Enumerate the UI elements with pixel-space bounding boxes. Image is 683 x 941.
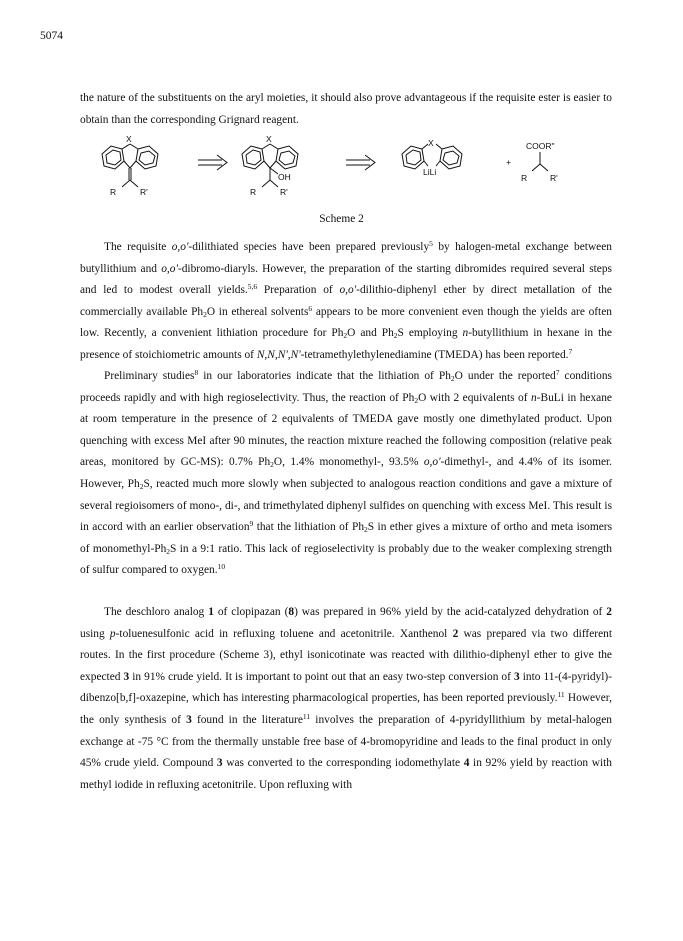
citation-ref: 6 <box>308 303 313 313</box>
citation-ref: 9 <box>249 519 254 529</box>
r-label-1: R <box>110 187 117 197</box>
citation-ref: 8 <box>194 368 199 377</box>
plus-sign: + <box>506 157 511 167</box>
atom-x-label-3: X <box>428 138 434 148</box>
citation-ref: 5 <box>429 239 433 248</box>
r-prime-label-3: R' <box>550 173 558 183</box>
r-label-2: R <box>250 187 257 197</box>
retro-arrow-1 <box>198 155 227 170</box>
citation-ref: 7 <box>568 346 573 356</box>
citation-ref: 5,6 <box>247 282 258 292</box>
r-prime-label-1: R' <box>140 187 148 197</box>
scheme-2-diagram <box>100 132 570 212</box>
paragraph-preliminary-studies: Preliminary studies$^8$ in our laboratories indicate that the lithiation of $Ph_2O$ under the reported$^7$ conditions proceeds rapidly and with high regioselectivity. Thus, the reaction of $Ph_2O$ with 2 equivalents of n-BuLi in hexane at room temperature in the presence of 2 equivalents of TMEDA gave mostly one dimethylated product. Upon quenching with excess MeI after 90 minutes, the reaction mixture reached the following composition (relative peak areas, monitored by GC-MS): 0.7% $Ph_2O$, 1.4% monomethyl-, 93.5% o,o'-dimethyl-, and 4.4% of its isomer. However, $Ph_2S$, reacted much more slowly when subjected to analogous reaction conditions and gave a mixture of several regioisomers of mono-, di-, and trimethylated diphenyl sulfides on quenching with excess MeI. This result is in accord with an earlier observation$^9$ that the lithiation of $Ph_2S$ in ether gives a mixture of ortho and meta isomers of monomethyl-$Ph_2S$ in a 9:1 ratio. This lack of regioselectivity is probably due to the weaker complexing strength of sulfur compared to oxygen.$^{10}$ <box>80 368 613 577</box>
r-label-3: R <box>521 173 528 183</box>
citation-ref: 7 <box>555 368 560 377</box>
oh-label: OH <box>278 172 291 182</box>
lili-label: LiLi <box>423 167 437 177</box>
paragraph-deschloro-analog: The deschloro analog 1 of clopipazan (8) was prepared in 96% yield by the acid-catalyzed dehydration of 2 using p-toluenesulfonic acid in refluxing toluene and acetonitrile. Xanthenol 2 was prepared via two different routes. In the first procedure (Scheme 3), ethyl isonicotinate was reacted with dilithio-diphenyl ether to give the expected 3 in 91% crude yield. It is important to point out that an easy two-step conversion of 3 into 11-(4-pyridyl)-dibenzo[b,f]-oxazepine, which has interesting pharmacological properties, has been reported previously.$^{11}$ However, the only synthesis of 3 found in the literature$^{11}$ involves the preparation of 4-pyridyllithium by metal-halogen exchange at -75 °C from the thermally unstable free base of 4-bromopyridine and leads to the final product in only 45% crude yield. Compound 3 was converted to the corresponding iodomethylate 4 in 92% yield by reaction with methyl iodide in refluxing acetonitrile. Upon refluxing with <box>80 606 612 791</box>
citation-ref: 11 <box>302 711 311 721</box>
r-prime-label-2: R' <box>280 187 288 197</box>
paragraph-dilithiated-species: The requisite o,o'-dilithiated species have been prepared previously$^5$ by halogen-metal exchange between butyllithium and o,o'-dibromo-diaryls. However, the preparation of the starting dibromides required several steps and led to modest overall yields.$^{5,6}$ Preparation of o,o'-dilithio-diphenyl ether by direct metallation of the commercially available $Ph_2O$ in ethereal solvents$^6$ appears to be more convenient even though the yields are often low. Recently, a convenient lithiation procedure for $Ph_2O$ and $Ph_2S$ employing n-butyllithium in hexane in the presence of stoichiometric amounts of N,N,N',N'-tetramethylethylenediamine (TMEDA) has been reported.$^7$ <box>80 239 612 361</box>
atom-x-label-1: X <box>126 134 132 144</box>
citation-ref: 10 <box>217 562 226 572</box>
citation-ref: 11 <box>557 690 565 700</box>
structure-alkylidene-xanthene <box>102 144 158 187</box>
intro-paragraph: the nature of the substituents on the aryl moieties, it should also prove advantageous if the requisite ester is easier to obtain than the corresponding Grignard reagent. <box>80 92 612 126</box>
page-number: 5074 <box>40 30 63 42</box>
scheme-caption: Scheme 2 <box>319 213 364 225</box>
structure-ester <box>532 152 548 171</box>
retro-arrow-2 <box>346 155 375 170</box>
atom-x-label-2: X <box>266 134 272 144</box>
coor-label: COOR" <box>526 141 555 151</box>
